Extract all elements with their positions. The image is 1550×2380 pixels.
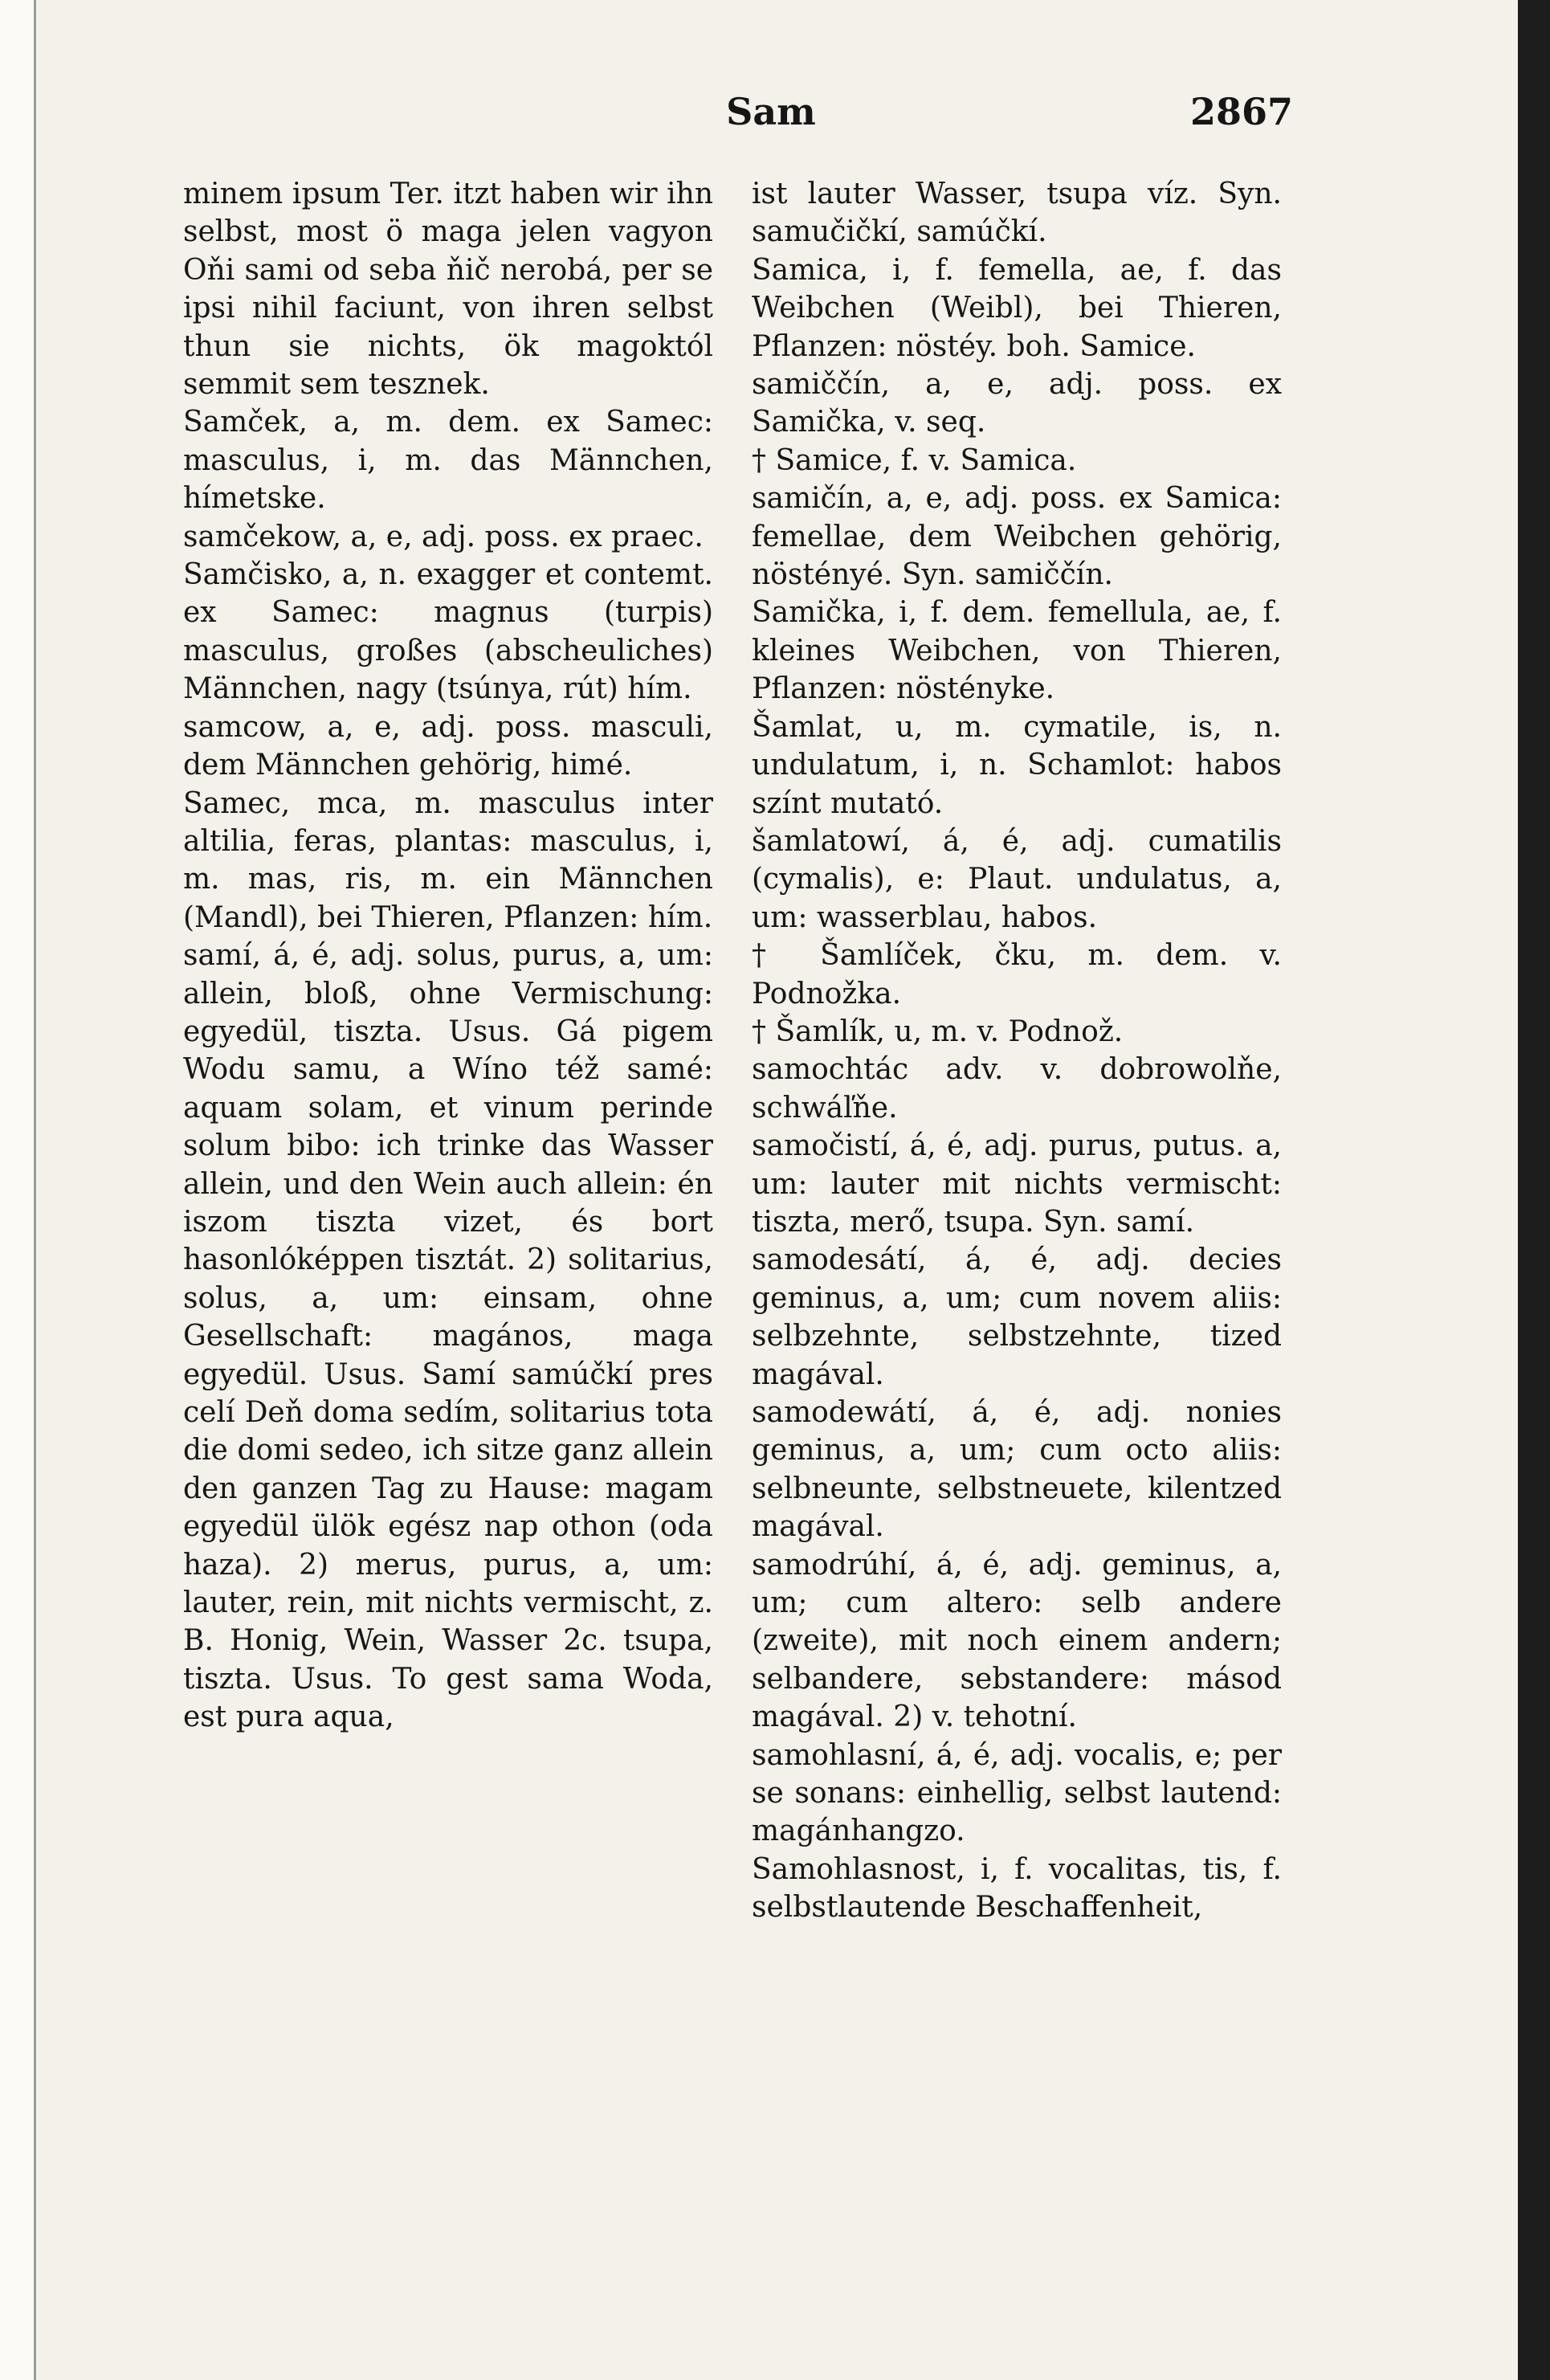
page-edge-right xyxy=(1518,0,1550,2380)
entry-samlatowi: šamlatowí, á, é, adj. cumatilis (cymalis), e: Plaut. undulatus, a, um: wasserblau, habos. xyxy=(752,824,1282,934)
entry-samcek: Samček, a, m. dem. ex Samec: masculus, i, m. das Männchen, hímetske. xyxy=(183,406,713,516)
entry-continuation-right: ist lauter Wasser, tsupa víz. Syn. samučičkí, samúčkí. xyxy=(752,178,1282,249)
entry-samcekow: samčekow, a, e, adj. poss. ex praec. xyxy=(183,520,704,553)
entry-samlicek: † Šamlíček, čku, m. dem. v. Podnožka. xyxy=(752,939,1282,1010)
entry-samice: † Samice, f. v. Samica. xyxy=(752,443,1077,477)
entry-samohlasnost: Samohlasnost, i, f. vocalitas, tis, f. selbstlautende Beschaffenheit, xyxy=(752,1852,1282,1925)
entry-samica: Samica, i, f. femella, ae, f. das Weibchen (Weibl), bei Thieren, Pflanzen: nöstéy. boh. Samice. xyxy=(752,253,1282,363)
entry-samochtac: samochtác adv. v. dobrowolňe, schwáľňe. xyxy=(752,1053,1282,1125)
entry-samlat: Šamlat, u, m. cymatile, is, n. undulatum, i, n. Schamlot: habos színt mutató. xyxy=(752,710,1282,820)
entry-samcow: samcow, a, e, adj. poss. masculi, dem Männchen gehörig, himé. xyxy=(183,710,713,782)
right-column xyxy=(752,175,1282,1927)
entry-samocisti: samočistí, á, é, adj. purus, putus. a, um: lauter mit nichts vermischt: tiszta, merő, tsupa. Syn. samí. xyxy=(752,1129,1282,1239)
entry-samcisko: Samčisko, a, n. exagger et contemt. ex Samec: magnus (turpis) masculus, großes (abscheuliches) Männchen, nagy (tsúnya, rút) hím. xyxy=(183,558,713,706)
entry-samodesati: samodesátí, á, é, adj. decies geminus, a, um; cum novem aliis: selbzehnte, selbstzehnte, tized magával. xyxy=(752,1243,1282,1391)
entry-samodruhi: samodrúhí, á, é, adj. geminus, a, um; cum altero: selb andere (zweite), mit noch einem andern; selbandere, sebstandere: másod magával. 2) v. tehotní. xyxy=(752,1548,1282,1734)
entry-samicin: samičín, a, e, adj. poss. ex Samica: femellae, dem Weibchen gehörig, nöstényé. Syn. samiččín. xyxy=(752,482,1282,592)
page-number: 2867 xyxy=(1189,90,1293,133)
entry-samodewati: samodewátí, á, é, adj. nonies geminus, a, um; cum octo aliis: selbneunte, selbstneuete, kilentzed magával. xyxy=(752,1396,1282,1544)
entry-sami: samí, á, é, adj. solus, purus, a, um: allein, bloß, ohne Vermischung: egyedül, tiszta. Usus. Gá pigem Wodu samu, a Wíno též samé: aquam solam, et vinum perinde solum bibo: ich trinke das Wasser allein, und den Wein auch allein: én iszom tiszta vizet, és bort hasonlóképpen tisztát. 2) solitarius, solus, a, um: einsam, ohne Gesellschaft: magános, maga egyedül. Usus. Samí samúčkí pres celí Deň doma sedím, solitarius tota die domi sedeo, ich sitze ganz allein den ganzen Tag zu Hause: magam egyedül ülök egész nap othon (oda haza). 2) merus, purus, a, um: lauter, rein, mit nichts vermischt, z. B. Honig, Wein, Wasser 2c. tsupa, tiszta. Usus. To gest sama Woda, est pura aqua, xyxy=(183,939,713,1734)
running-head: Sam xyxy=(726,90,816,133)
entry-samlik: † Šamlík, u, m. v. Podnož. xyxy=(752,1014,1124,1048)
entry-continuation: minem ipsum Ter. itzt haben wir ihn selbst, most ö maga jelen vagyon Oňi sami od seba ňič nerobá, per se ipsi nihil faciunt, von ihren selbst thun sie nichts, ök magoktól semmit sem tesznek. xyxy=(183,178,713,402)
entry-samec: Samec, mca, m. masculus inter altilia, feras, plantas: masculus, i, m. mas, ris, m. ein Männchen (Mandl), bei Thieren, Pflanzen: hím. xyxy=(183,786,713,934)
left-column xyxy=(183,175,713,1737)
page-edge-left xyxy=(0,0,36,2380)
entry-samicka: Samička, i, f. dem. femellula, ae, f. kleines Weibchen, von Thieren, Pflanzen: nöstényke. xyxy=(752,596,1282,706)
entry-samiccin: samiččín, a, e, adj. poss. ex Samička, v. seq. xyxy=(752,368,1282,439)
entry-samohlasni: samohlasní, á, é, adj. vocalis, e; per se sonans: einhellig, selbst lautend: magánhangzo. xyxy=(752,1738,1282,1848)
